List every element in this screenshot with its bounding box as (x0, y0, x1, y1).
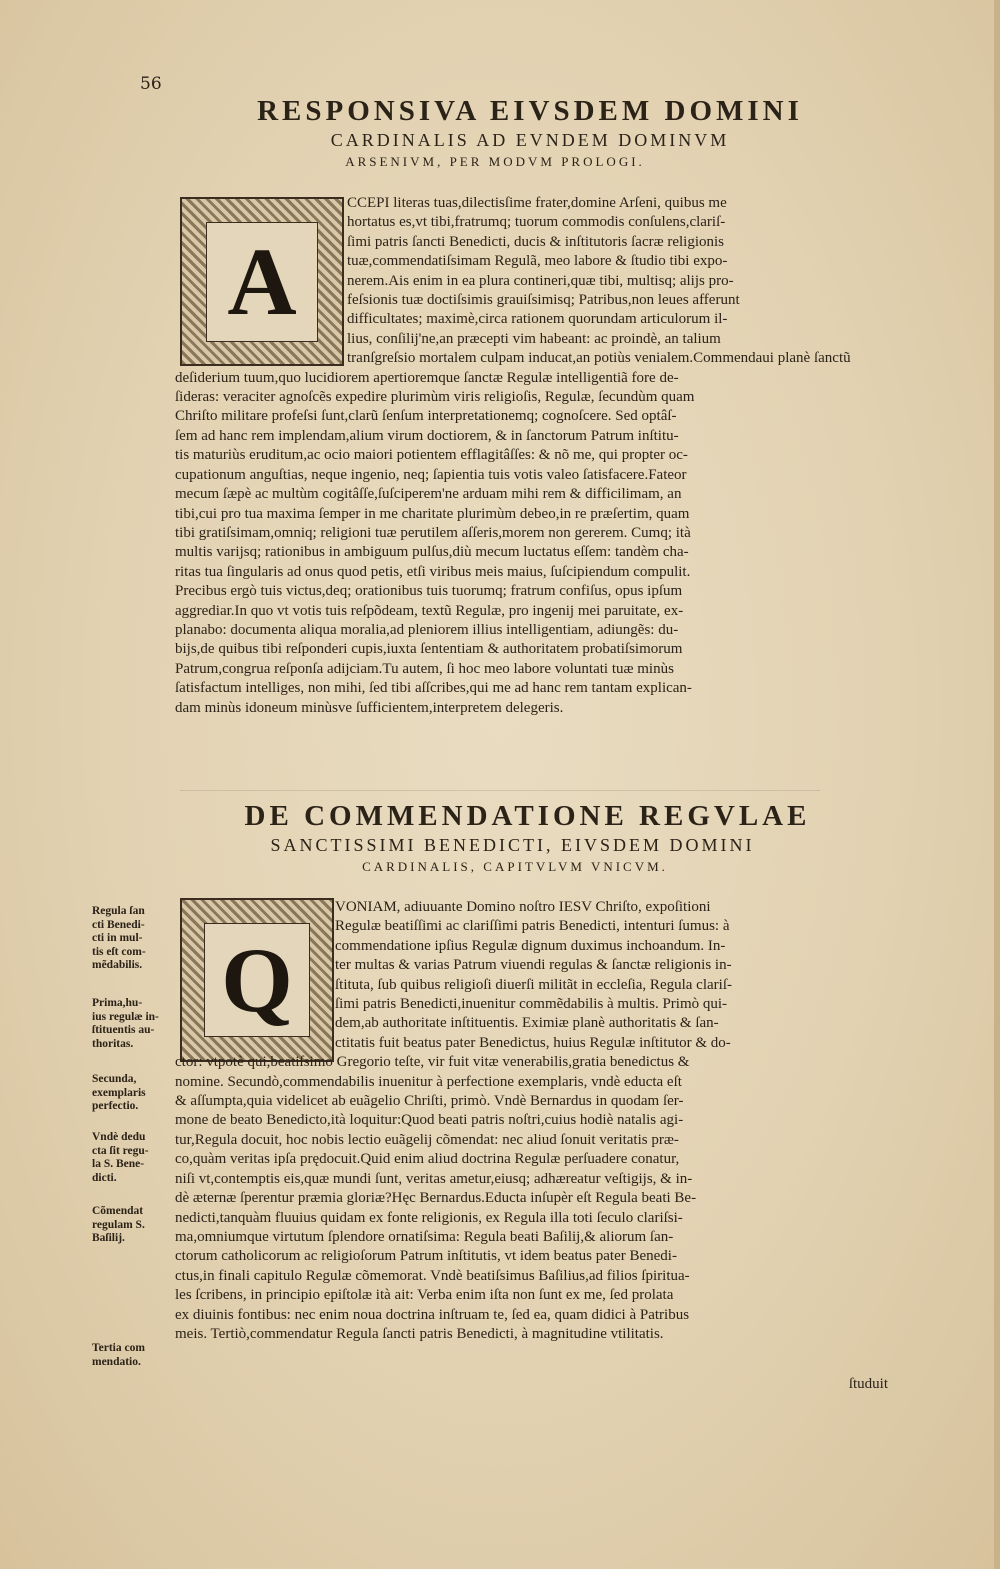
marginal-note-line: la S. Bene- (92, 1158, 145, 1171)
marginal-note-line: mendatio. (92, 1355, 141, 1368)
text-line: VONIAM, adiuuante Domino noſtro IESV Chriſto, expoſitioni (335, 899, 711, 915)
text-line: nomine. Secundò,commendabilis inuenitur à perfectione exemplaris, vndè educta eſt (175, 1073, 682, 1090)
text-line: ctor: vtpotè qui,beatiſsimo Gregorio teſte, vir fuit vitæ venerabilis,gratia benedictus & (175, 1054, 690, 1071)
text-line: commendatione ipſius Regulæ dignum duximus inchoandum. In- (335, 937, 726, 954)
marginal-note-6 (92, 1342, 174, 1369)
text-line: tis maturiùs eruditum,ac ocio maiori potientem efflagitâſſes: & nõ me, qui propter oc- (175, 447, 688, 464)
section-divider (180, 790, 820, 791)
marginal-note-line: Secunda, (92, 1073, 137, 1085)
text-line: ter multas & varias Patrum viuendi regulas & ſanctæ religionis in- (335, 957, 732, 974)
marginal-note-line: ſtituentis au- (92, 1024, 155, 1037)
text-line: bijs,de quibus tibi reſponderi cupis,iuxta ſententiam & authoritatem probatiſsimorum (175, 641, 683, 658)
marginal-note-line: mẽdabilis. (92, 959, 143, 972)
text-line: dem,ab authoritate inſtituentis. Eximiæ planè authoritatis & ſan- (335, 1015, 719, 1032)
text-line: deſiderium tuum,quo lucidiorem apertioremque ſanctæ Regulæ intelligentiã fore de- (175, 369, 679, 386)
drop-cap-a-letter: A (206, 222, 318, 342)
paragraph-1 (175, 194, 887, 718)
text-line: meis. Tertiò,commendatur Regula ſancti patris Benedicti, à magnitudine vtilitatis. (175, 1325, 664, 1342)
marginal-note-line: Vndè dedu (92, 1131, 146, 1143)
text-line: les ſcribens, in principio epiſtolæ ità ait: Verba enim iſta non ſunt ex me, ſed prolata (175, 1287, 674, 1304)
text-line: ſtituta, ſub quibus religioſi diuerſi militãt in eccleſia, Regula clariſ- (335, 976, 732, 993)
page-number: 56 (140, 74, 162, 94)
marginal-note-line: regulam S. (92, 1218, 145, 1231)
text-line: ſimi patris ſancti Benedicti, ducis & inſtitutoris ſacræ religionis (347, 233, 725, 250)
text-line: mecum ſæpè ac multùm cogitâſſe,ſuſciperem'ne arduam mihi rem & difficilimam, an (175, 486, 682, 503)
marginal-note-1 (92, 905, 174, 973)
header-1-line-1: RESPONSIVA EIVSDEM DOMINI (257, 95, 803, 127)
text-line: tuæ,commendatiſsimam Regulã, meo labore & ſtudio tibi expo- (347, 253, 728, 270)
text-line: ſatisfactum intelliges, non mihi, ſed tibi aſſcribes,qui me ad hanc rem tantam explican- (175, 680, 692, 697)
marginal-note-3 (92, 1073, 174, 1114)
drop-cap-q-letter: Q (204, 923, 310, 1037)
text-line: ctus,in finali capitulo Regulæ cõmemorat. Vndè beatiſsimus Baſilius,ad filios ſpiritua- (175, 1267, 690, 1284)
text-line: feſsionis tuæ doctiſsimis grauiſsimisq; Patribus,non leues afferunt (347, 292, 740, 309)
marginal-note-4 (92, 1131, 174, 1185)
text-line: dam minùs idoneum minùsve ſufficientem,interpretem delegeris. (175, 699, 564, 716)
header-2 (0, 800, 1000, 875)
header-1-line-3: ARSENIVM, PER MODVM PROLOGI. (345, 154, 645, 169)
text-line: nerem.Ais enim in ea plura contineri,quæ tibi, multisq; alijs pro- (347, 272, 734, 289)
text-line: ritas tua ſingularis ad onus quod petis, etſi viribus meis maius, ſuſcipiendum compulit. (175, 563, 691, 580)
page-edge (994, 0, 1000, 1569)
text-line: multis varijsq; rationibus in ambiguum pulſus,diù mecum luctatus eſſem: tandèm cha- (175, 544, 689, 561)
marginal-note-line: Regula ſan (92, 905, 145, 917)
text-line: nedicti,tanquàm fluuius quidam ex fonte religionis, ex Regula illa toti ſeculo clariſsi- (175, 1209, 683, 1226)
text-line: difficultates; maximè,circa rationem quorundam articulorum il- (347, 311, 728, 328)
marginal-note-line: dicti. (92, 1171, 117, 1184)
text-line: hortatus es,vt tibi,fratrumq; tuorum commodis conſulens,clariſ- (347, 214, 726, 231)
header-2-line-2: SANCTISSIMI BENEDICTI, EIVSDEM DOMINI (270, 835, 755, 855)
text-line: ſem ad hanc rem implendam,alium virum doctiorem, & in ſanctorum Patrum inſtitu- (175, 427, 679, 444)
marginal-note-line: ius regulæ in- (92, 1010, 159, 1023)
header-1-line-2: CARDINALIS AD EVNDEM DOMINVM (330, 130, 730, 150)
text-line: ctorum catholicorum ac religioſorum Patrum inſtitutis, vt idem beatus pater Benedi- (175, 1248, 677, 1265)
marginal-note-line: tis eſt com- (92, 945, 146, 958)
marginal-note-line: thoritas. (92, 1037, 134, 1050)
text-line: planabo: documenta aliqua moralia,ad pleniorem illius intelligentiam, adiungẽs: du- (175, 621, 679, 638)
text-line: tranſgreſsio mortalem culpam inducat,an potiùs venialem.Commendaui planè ſanctũ (347, 350, 851, 367)
text-line: ſideras: veraciter agnoſcẽs expedire plurimùm viris religioſis, Regulæ, ſecundùm quam (175, 389, 695, 406)
text-line: co,quàm veritas ipſa prędocuit.Quid enim aliud doctrina Regulæ perſuadere conatur, (175, 1151, 680, 1168)
text-line: ſimi patris Benedicti,inuenitur commẽdabilis à multis. Primò qui- (335, 996, 728, 1013)
text-line: Regulæ beatiſſimi ac clariſſimi patris Benedicti, intenturi ſumus: à (335, 918, 730, 935)
text-line: cupationum anguſtias, neque ingenio, neq; ſapientia tuis votis valeo ſatisfacere.Fateor (175, 466, 687, 483)
marginal-note-line: cta ſit regu- (92, 1144, 149, 1157)
marginal-note-line: cti in mul- (92, 932, 143, 945)
text-line: Patrum,congrua reſponſa adijciam.Tu autem, ſi hoc meo labore voluntati tuæ minùs (175, 660, 674, 677)
marginal-note-line: cti Benedi- (92, 918, 145, 931)
marginal-note-line: Prima,hu- (92, 997, 143, 1009)
text-line: ex diuinis fontibus: nec enim noua doctrina inſtruam te, ſed ea, quam didici à Patribus (175, 1306, 690, 1323)
header-2-line-3: CARDINALIS, CAPITVLVM VNICVM. (362, 859, 668, 874)
marginal-note-line: perfectio. (92, 1100, 139, 1113)
text-line: tur,Regula docuit, hoc nobis lectio euãgelij cõmendat: nec aliud ſonuit veritatis præ- (175, 1131, 679, 1148)
text-line: CCEPI literas tuas,dilectisſime frater,domine Arſeni, quibus me (347, 195, 727, 211)
header-2-line-1: DE COMMENDATIONE REGVLAE (244, 800, 811, 832)
text-line: ma,omniumque virtutum ſplendore ornatiſsima: Regula beati Baſilij,& aliorum ſan- (175, 1228, 674, 1245)
text-line: & aſſumpta,quia videlicet ab euãgelio Chriſti, primò. Vndè Bernardus in quodam ſer- (175, 1093, 684, 1110)
marginal-note-line: exemplaris (92, 1086, 146, 1099)
text-line: tibi gratiſsimam,omniq; religioni tuæ perutilem aſſeris,morem non gererem. Cumq; ità (175, 524, 691, 541)
text-line: dè æternæ ſperentur præmia gloriæ?Hęc Bernardus.Educta inſupèr eſt Regula beati Be- (175, 1190, 697, 1207)
text-line: niſi vt,contemptis eis,quæ mundi ſunt, veritas ametur,eiusq; adhæreatur veſtigijs, & in- (175, 1170, 693, 1187)
text-line: tibi,cui pro tua maxima ſemper in me charitate plurimùm debeo,in re præſertim, quam (175, 505, 690, 522)
marginal-note-line: Cõmendat (92, 1205, 144, 1217)
text-line: mone de beato Benedicto,ità loquitur:Quod beati patris noſtri,cuius hodiè natalis agi- (175, 1112, 684, 1129)
text-line: Precibus ergò tuis victus,deq; orationibus tuis tuorumq; fratrum confiſus, opus ipſum (175, 583, 683, 600)
text-line: Chriſto militare profeſsi ſunt,clarũ ſenſum interpretationemq; cognoſcere. Sed optâſ- (175, 408, 677, 425)
text-line: lius, conſilij'ne,an præcepti vim habeant: ac proindè, an talium (347, 330, 721, 347)
text-line: aggrediar.In quo vt votis tuis reſpõdeam, textũ Regulæ, pro ingenij mei paruitate, ex- (175, 602, 684, 619)
marginal-note-5 (92, 1205, 174, 1246)
text-line: ctitatis fuit beatus pater Benedictus, huius Regulæ inſtitutor & do- (335, 1034, 731, 1051)
marginal-note-line: Tertia com (92, 1342, 145, 1354)
paragraph-2 (175, 898, 887, 1344)
header-1 (0, 95, 1000, 170)
marginal-note-2 (92, 997, 174, 1051)
catchword: ſtuduit (848, 1376, 888, 1392)
marginal-note-line: Baſilij. (92, 1232, 125, 1245)
